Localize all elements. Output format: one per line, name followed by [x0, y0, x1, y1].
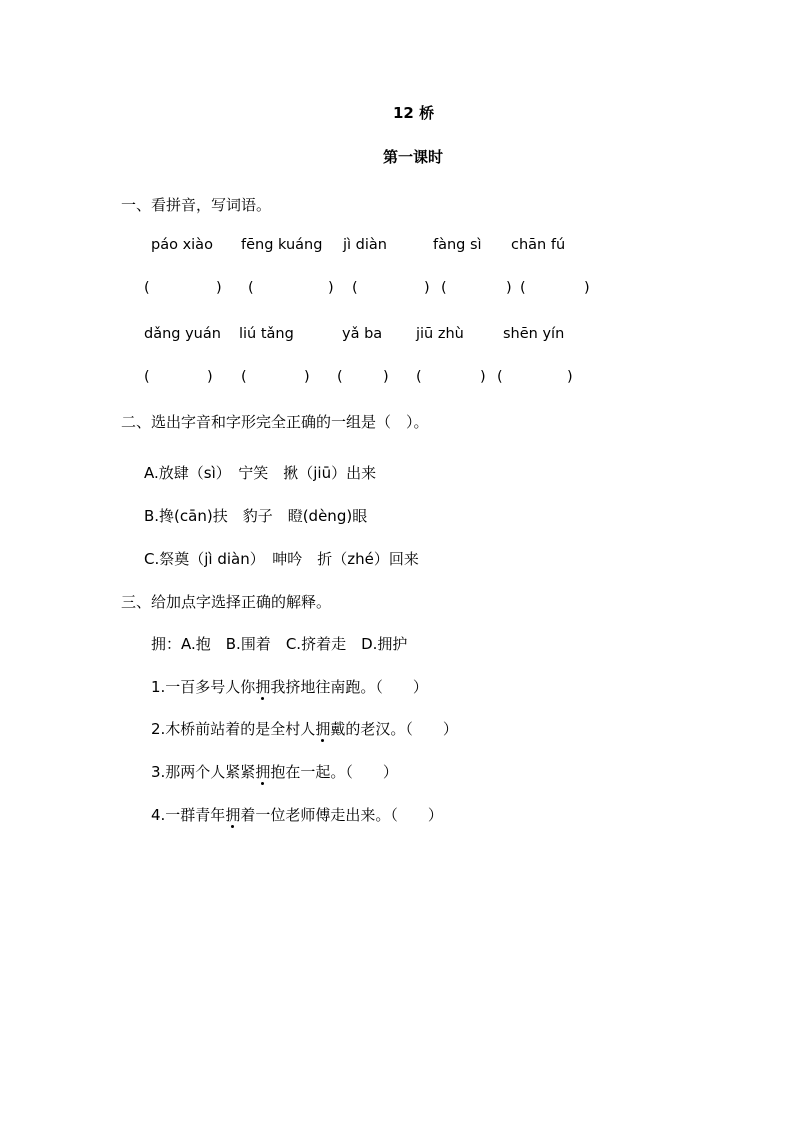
answer-paren-left: (: [352, 280, 358, 296]
question-text: 戴的老汉。（ ）: [330, 720, 458, 738]
pinyin-item: fēng kuáng: [241, 237, 323, 253]
answer-paren-left: (: [337, 369, 343, 385]
answer-paren-left: (: [241, 369, 247, 385]
lesson-subtitle: 第一课时: [383, 148, 444, 166]
answer-paren-left: (: [520, 280, 526, 296]
answer-paren-left: (: [144, 280, 150, 296]
answer-paren-right: ): [328, 280, 334, 296]
question-text: 着一位老师傅走出来。（ ）: [240, 806, 443, 824]
question-text: 2.木桥前站着的是全村人: [151, 720, 316, 738]
pinyin-item: chān fú: [511, 237, 566, 253]
pinyin-item: páo xiào: [151, 237, 213, 253]
pinyin-item: yǎ ba: [342, 326, 383, 342]
question-3: [151, 765, 398, 780]
question-text: 3.那两个人紧紧: [151, 763, 256, 781]
answer-paren-right: ): [304, 369, 310, 385]
dotted-character: 拥: [225, 806, 241, 824]
answer-paren-right: ): [506, 280, 512, 296]
answer-paren-left: (: [248, 280, 254, 296]
question-1: [151, 680, 428, 695]
question-text: 4.一群青年: [151, 806, 226, 824]
dotted-character: 拥: [255, 763, 271, 781]
pinyin-item: fàng sì: [433, 237, 482, 253]
section3-heading: 三、给加点字选择正确的解释。: [121, 593, 332, 611]
question-text: 1.一百多号人你: [151, 678, 256, 696]
answer-paren-left: (: [416, 369, 422, 385]
pinyin-item: shēn yín: [503, 326, 565, 342]
question-text: 我挤地往南跑。（ ）: [270, 678, 428, 696]
answer-paren-left: (: [441, 280, 447, 296]
answer-paren-right: ): [216, 280, 222, 296]
option-b: B.搀(cān)扶 豹子 瞪(dèng)眼: [144, 507, 368, 525]
pinyin-item: liú tǎng: [239, 326, 294, 342]
question-2: [151, 722, 458, 737]
answer-paren-right: ): [383, 369, 389, 385]
answer-paren-left: (: [144, 369, 150, 385]
dotted-character: 拥: [255, 678, 271, 696]
pinyin-item: dǎng yuán: [144, 326, 221, 342]
option-c: C.祭奠（jì diàn） 呻吟 折（zhé）回来: [144, 550, 419, 568]
answer-paren-right: ): [207, 369, 213, 385]
definition-choices: 拥：A.抱 B.围着 C.挤着走 D.拥护: [151, 635, 408, 653]
answer-paren-right: ): [424, 280, 430, 296]
pinyin-item: jì diàn: [343, 237, 387, 253]
question-4: [151, 808, 443, 823]
lesson-title: 12 桥: [393, 104, 435, 122]
section1-heading: 一、看拼音，写词语。: [121, 196, 272, 214]
question-text: 抱在一起。（ ）: [270, 763, 398, 781]
pinyin-item: jiū zhù: [416, 326, 464, 342]
answer-paren-right: ): [480, 369, 486, 385]
option-a: A.放肆（sì） 宁笑 揪（jiū）出来: [144, 464, 377, 482]
section2-heading: 二、选出字音和字形完全正确的一组是（ ）。: [121, 413, 429, 431]
answer-paren-left: (: [497, 369, 503, 385]
dotted-character: 拥: [315, 720, 331, 738]
answer-paren-right: ): [567, 369, 573, 385]
answer-paren-right: ): [584, 280, 590, 296]
